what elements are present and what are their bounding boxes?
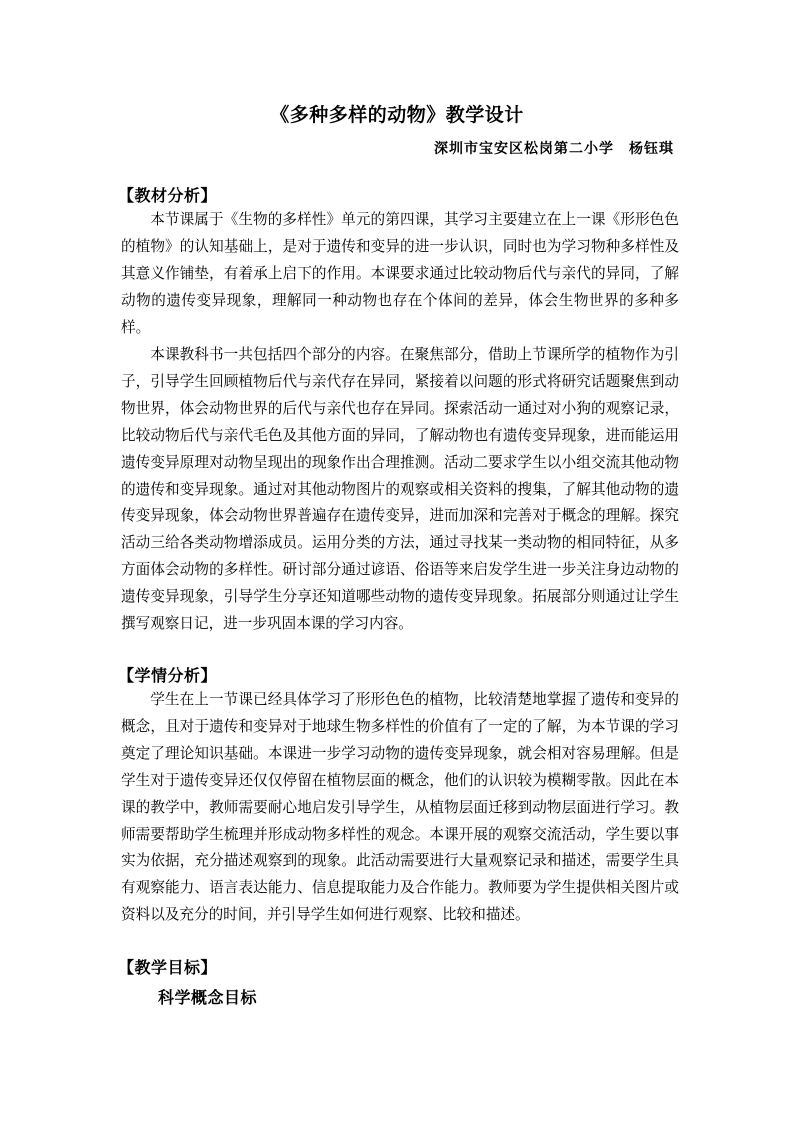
author-line: 深圳市宝安区松岗第二小学 杨钰琪 <box>434 141 674 157</box>
section-heading-teaching-goals: 【教学目标】 <box>118 958 218 977</box>
section-heading-student-analysis: 【学情分析】 <box>118 666 218 685</box>
paragraph-textbook-analysis-2: 本课教科书一共包括四个部分的内容。在聚焦部分，借助上节课所学的植物作为引子，引导学生回顾植物后代与亲代存在异同，紧接着以问题的形式将研究话题聚焦到动物世界，体会动物世界的后代与亲代也存在异同。探索活动一通过对小狗的观察记录，比较动物后代与亲代毛色及其他方面的异同，了解动物也有遗传变异现象，进而能运用遗传变异原理对动物呈现出的现象作出合理推测。活动二要求学生以小组交流其他动物的遗传和变异现象。通过对其他动物图片的观察或相关资料的搜集，了解其他动物的遗传变异现象，体会动物世界普遍存在遗传变异，进而加深和完善对于概念的理解。探究活动三给各类动物增添成员。运用分类的方法，通过寻找某一类动物的相同特征，从多方面体会动物的多样性。研讨部分通过谚语、俗语等来启发学生进一步关注身边动物的遗传变异现象，引导学生分享还知道哪些动物的遗传变异现象。拓展部分则通过让学生撰写观察日记，进一步巩固本课的学习内容。 <box>121 346 679 633</box>
paragraph-student-analysis-1: 学生在上一节课已经具体学习了形形色色的植物，比较清楚地掌握了遗传和变异的概念，且对于遗传和变异对于地球生物多样性的价值有了一定的了解，为本节课的学习奠定了理论知识基础。本课进一步学习动物的遗传变异现象，就会相对容易理解。但是学生对于遗传变异还仅仅停留在植物层面的概念，他们的认识较为模糊零散。因此在本课的教学中，教师需要耐心地启发引导学生，从植物层面迁移到动物层面进行学习。教师需要帮助学生梳理并形成动物多样性的观念。本课开展的观察交流活动，学生要以事实为依据，充分描述观察到的现象。此活动需要进行大量观察记录和描述，需要学生具有观察能力、语言表达能力、信息提取能力及合作能力。教师要为学生提供相关图片或资料以及充分的时间，并引导学生如何进行观察、比较和描述。 <box>121 691 679 924</box>
subheading-science-concept-goals: 科学概念目标 <box>158 988 258 1007</box>
section-heading-textbook-analysis: 【教材分析】 <box>118 186 218 205</box>
paragraph-textbook-analysis-1: 本节课属于《生物的多样性》单元的第四课，其学习主要建立在上一课《形形色色的植物》的认知基础上，是对于遗传和变异的进一步认识，同时也为学习物种多样性及其意义作铺垫，有着承上启下的作用。本课要求通过比较动物后代与亲代的异同，了解动物的遗传变异现象，理解同一种动物也存在个体间的差异，体会生物世界的多种多样。 <box>121 211 679 336</box>
document-title: 《多种多样的动物》教学设计 <box>270 104 524 126</box>
